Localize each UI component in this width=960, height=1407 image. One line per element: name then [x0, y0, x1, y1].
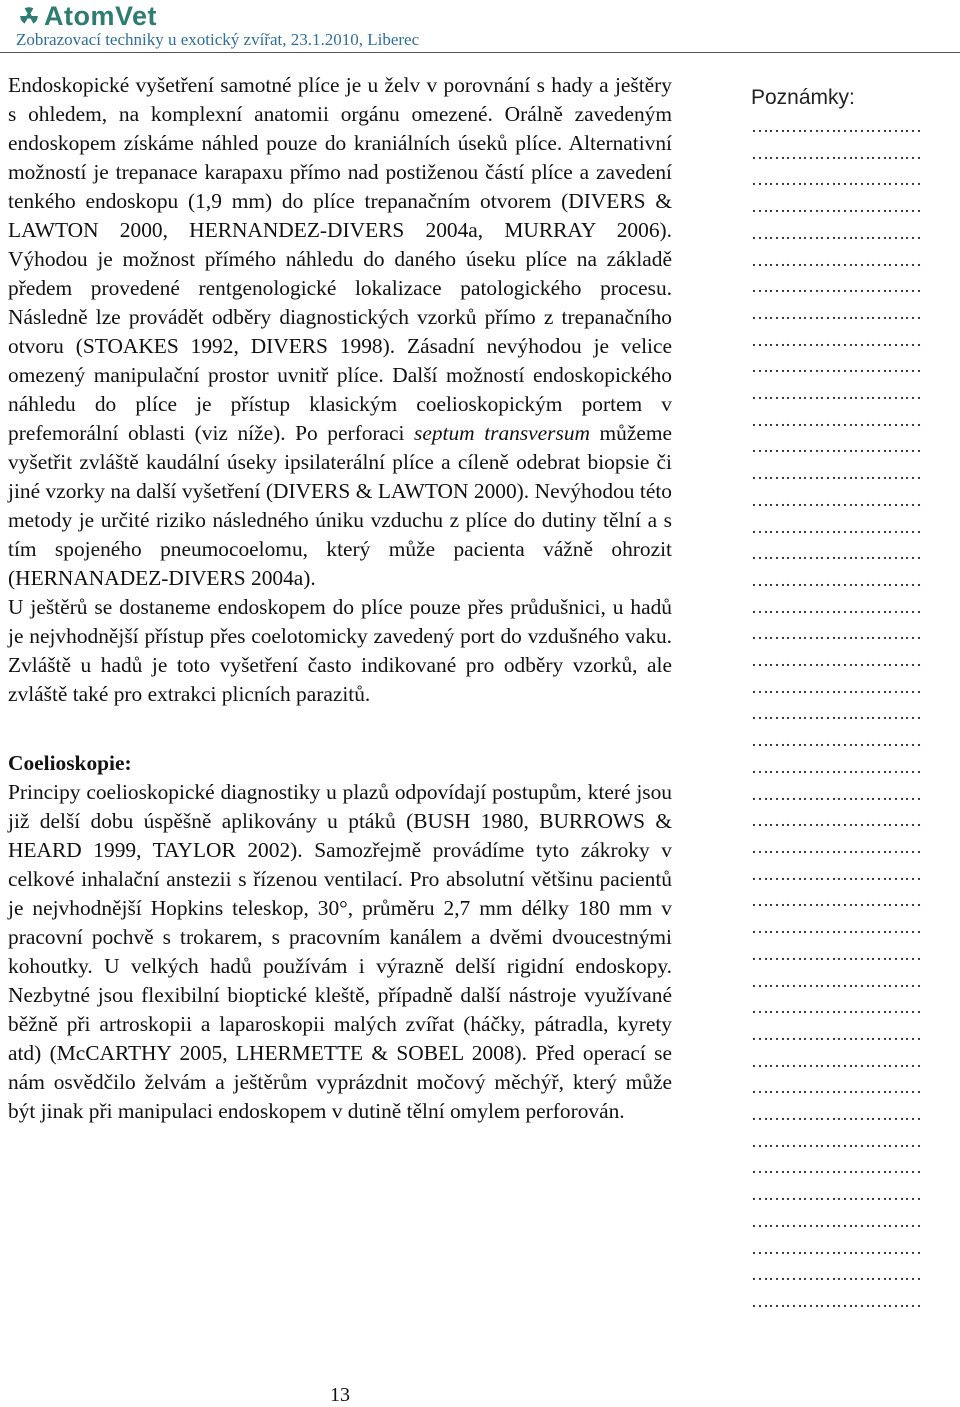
notes-dot-line: …………………………: [751, 1050, 921, 1071]
notes-dot-line: …………………………: [751, 890, 921, 911]
italic-term: septum transversum: [414, 421, 590, 445]
notes-dot-line: …………………………: [751, 409, 921, 430]
notes-dot-line: …………………………: [751, 383, 921, 404]
notes-dot-line: …………………………: [751, 1157, 921, 1178]
notes-column: [751, 83, 960, 1315]
notes-dot-line: …………………………: [751, 1077, 921, 1098]
notes-dot-line: …………………………: [751, 1023, 921, 1044]
paragraph-turtle-endoscopy: [8, 71, 672, 593]
main-text-column: [8, 71, 672, 1126]
notes-dot-line: …………………………: [751, 169, 921, 190]
notes-dot-line: …………………………: [751, 1210, 921, 1231]
notes-dot-line: …………………………: [751, 276, 921, 297]
notes-dot-line: …………………………: [751, 569, 921, 590]
notes-dot-line: …………………………: [751, 1290, 921, 1311]
notes-dot-line: …………………………: [751, 730, 921, 751]
notes-dot-line: …………………………: [751, 329, 921, 350]
notes-dot-line: …………………………: [751, 116, 921, 136]
notes-dot-line: …………………………: [751, 1237, 921, 1258]
notes-title: Poznámky:: [751, 86, 855, 109]
notes-dot-line: …………………………: [751, 516, 921, 537]
notes-dot-line: …………………………: [751, 917, 921, 938]
notes-dot-line: …………………………: [751, 249, 921, 270]
notes-dot-line: …………………………: [751, 142, 921, 163]
notes-dot-line: …………………………: [751, 436, 921, 457]
notes-dot-line: …………………………: [751, 1130, 921, 1151]
notes-dot-line: …………………………: [751, 196, 921, 217]
notes-dot-line: …………………………: [751, 1184, 921, 1205]
logo-text: AtomVet: [44, 1, 158, 31]
page-header: [8, 0, 952, 50]
notes-dot-line: …………………………: [751, 222, 921, 243]
notes-dot-line: …………………………: [751, 1104, 921, 1125]
atomvet-logo: [16, 2, 157, 30]
radiation-trefoil-icon: [16, 3, 42, 29]
notes-dot-line: …………………………: [751, 302, 921, 323]
notes-dot-line: …………………………: [751, 997, 921, 1018]
notes-dot-line: …………………………: [751, 970, 921, 991]
header-divider: [0, 52, 960, 53]
conference-title: Zobrazovací techniky u exotický zvířat, 23.1.2010, Liberec: [16, 30, 420, 49]
notes-dot-line: …………………………: [751, 623, 921, 644]
paragraph-lizards-snakes: U ještěrů se dostaneme endoskopem do plíce pouze přes průdušnici, u hadů je nejvhodnější přístup přes coelotomicky zavedený port do vzdušného vaku. Zvláště u hadů je toto vyšetření často indikované pro odběry vzorků, ale zvláště také pro extrakci plicních parazitů.: [8, 595, 672, 706]
notes-dot-line: …………………………: [751, 650, 921, 671]
notes-dot-line: …………………………: [751, 596, 921, 617]
notes-dot-line: …………………………: [751, 1264, 921, 1285]
notes-dot-line: …………………………: [751, 756, 921, 777]
notes-dot-line: …………………………: [751, 863, 921, 884]
paragraph-1-text: Endoskopické vyšetření samotné plíce je u želv v porovnání s hady a ještěry s ohledem, na komplexní anatomii orgánu omezené. Orálně zavedeným endoskopem získáme náhled pouze do kraniálních úseků plíce. Alternativní možností je trepanace karapaxu přímo nad postiženou částí plíce a zavedení tenkého endoskopu (1,9 mm) do plíce trepanačním otvorem (DIVERS & LAWTON 2000, HERNANDEZ-DIVERS 2004a, MURRAY 2006). Výhodou je možnost přímého náhledu do daného úseku plíce na základě předem provedené rentgenologické lokalizace patologického procesu. Následně lze provádět odběry diagnostických vzorků přímo z trepanačního otvoru (STOAKES 1992, DIVERS 1998). Zásadní nevýhodou je velice omezený manipulační prostor uvnitř plíce. Další možností endoskopického náhledu do plíce je přístup klasickým coelioskopickým portem v prefemorální oblasti (viz níže). Po perforaci: [8, 73, 672, 445]
section-heading-coelioskopie: Coelioskopie:: [8, 751, 132, 775]
notes-dot-line: …………………………: [751, 676, 921, 697]
paragraph-1-text-continued: můžeme vyšetřit zvláště kaudální úseky ipsilaterální plíce a cíleně odebrat biopsie či jiné vzorky na další vyšetření (DIVERS & LAWTON 2000). Nevýhodou této metody je určité riziko následného úniku vzduchu z plíce do dutiny tělní a s tím spojeného pneumocoelomu, který může pacienta vážně ohrozit (HERNANADEZ-DIVERS 2004a).: [8, 421, 672, 590]
notes-dot-line: …………………………: [751, 703, 921, 724]
notes-dot-line: …………………………: [751, 356, 921, 377]
page-number: 13: [330, 1384, 350, 1406]
notes-dot-line: …………………………: [751, 489, 921, 510]
notes-dot-line: …………………………: [751, 810, 921, 831]
notes-dot-lines: [751, 113, 960, 1315]
notes-dot-line: …………………………: [751, 543, 921, 564]
notes-dot-line: …………………………: [751, 836, 921, 857]
notes-dot-line: …………………………: [751, 463, 921, 484]
notes-dot-line: …………………………: [751, 943, 921, 964]
notes-dot-line: …………………………: [751, 783, 921, 804]
paragraph-coelioscopy-principles: Principy coelioskopické diagnostiky u plazů odpovídají postupům, které jsou již delší dobu úspěšně aplikovány u ptáků (BUSH 1980, BURROWS & HEARD 1999, TAYLOR 2002). Samozřejmě provádíme tyto zákroky v celkové inhalační anstezii s řízenou ventilací. Pro absolutní většinu pacientů je nejvhodnější Hopkins teleskop, 30°, průměru 2,7 mm délky 180 mm v pracovní pochvě s trokarem, s pracovním kanálem a dvěmi dvoucestnými kohoutky. U velkých hadů používám i výrazně delší rigidní endoskopy. Nezbytné jsou flexibilní bioptické kleště, případně další nástroje využívané běžně při artroskopii a laparoskopii malých zvířat (háčky, pátradla, kyrety atd) (McCARTHY 2005, LHERMETTE & SOBEL 2008). Před operací se nám osvědčilo želvám a ještěrům vyprázdnit močový měchýř, který může být jinak při manipulaci endoskopem v dutině tělní omylem perforován.: [8, 780, 672, 1123]
